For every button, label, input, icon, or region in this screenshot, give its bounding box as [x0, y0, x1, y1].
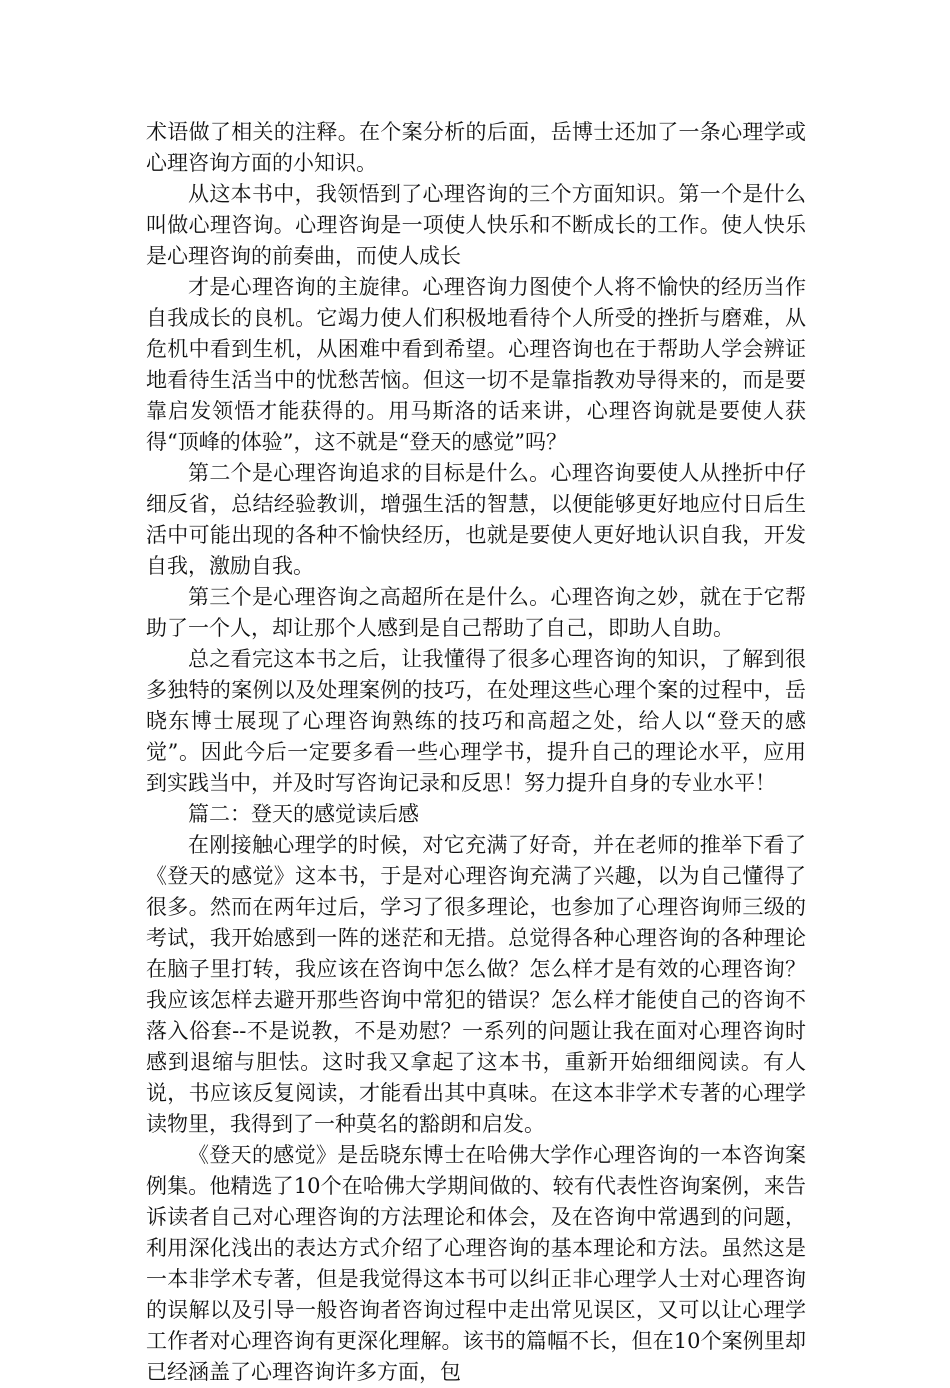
paragraph: 第三个是心理咨询之高超所在是什么。心理咨询之妙，就在于它帮助了一个人，却让那个人感到是自己帮助了自己，即助人自助。	[146, 585, 806, 640]
paragraph: 《登天的感觉》是岳晓东博士在哈佛大学作心理咨询的一本咨询案例集。他精选了10个在哈佛大学期间做的、较有代表性咨询案例，来告诉读者自己对心理咨询的方法理论和体会，及在咨询中常遇到的问题，利用深化浅出的表达方式介绍了心理咨询的基本理论和方法。虽然这是一本非学术专著，但是我觉得这本书可以纠正非心理学人士对心理咨询的误解以及引导一般咨询者咨询过程中走出常见误区，又可以让心理学工作者对心理咨询有更深化理解。该书的篇幅不长，但在10个案例里却已经涵盖了心理咨询许多方面，包	[146, 1143, 806, 1384]
section-heading: 篇二：登天的感觉读后感	[188, 802, 419, 826]
paragraph: 在刚接触心理学的时候，对它充满了好奇，并在老师的推举下看了《登天的感觉》这本书，于是对心理咨询充满了兴趣，以为自己懂得了很多。然而在两年过后，学习了很多理论，也参加了心理咨询师三级的考试，我开始感到一阵的迷茫和无措。总觉得各种心理咨询的各种理论在脑子里打转，我应该在咨询中怎么做？怎么样才是有效的心理咨询？我应该怎样去避开那些咨询中常犯的错误？怎么样才能使自己的咨询不落入俗套--不是说教，不是劝慰？一系列的问题让我在面对心理咨询时感到退缩与胆怯。这时我又拿起了这本书，重新开始细细阅读。有人说，书应该反复阅读，才能看出其中真味。在这本非学术专著的心理学读物里，我得到了一种莫名的豁朗和启发。	[146, 833, 806, 1136]
document-body	[146, 117, 806, 1388]
paragraph-continuation: 术语做了相关的注释。在个案分析的后面，岳博士还加了一条心理学或心理咨询方面的小知识。	[146, 120, 806, 175]
paragraph: 从这本书中，我领悟到了心理咨询的三个方面知识。第一个是什么叫做心理咨询。心理咨询是一项使人快乐和不断成长的工作。使人快乐是心理咨询的前奏曲，而使人成长	[146, 182, 806, 268]
paragraph: 总之看完这本书之后，让我懂得了很多心理咨询的知识，了解到很多独特的案例以及处理案例的技巧，在处理这些心理个案的过程中，岳晓东博士展现了心理咨询熟练的技巧和高超之处，给人以“登天的感觉”。因此今后一定要多看一些心理学书，提升自己的理论水平，应用到实践当中，并及时写咨询记录和反思！努力提升自身的专业水平！	[146, 647, 806, 795]
paragraph: 第二个是心理咨询追求的目标是什么。心理咨询要使人从挫折中仔细反省，总结经验教训，增强生活的智慧，以便能够更好地应付日后生活中可能出现的各种不愉快经历，也就是要使人更好地认识自我，开发自我，激励自我。	[146, 461, 806, 578]
paragraph: 才是心理咨询的主旋律。心理咨询力图使个人将不愉快的经历当作自我成长的良机。它竭力使人们积极地看待个人所受的挫折与磨难，从危机中看到生机，从困难中看到希望。心理咨询也在于帮助人学会辨证地看待生活当中的忧愁苦恼。但这一切不是靠指教劝导得来的，而是要靠启发领悟才能获得的。用马斯洛的话来讲，心理咨询就是要使人获得“顶峰的体验”，这不就是“登天的感觉”吗？	[146, 275, 806, 454]
